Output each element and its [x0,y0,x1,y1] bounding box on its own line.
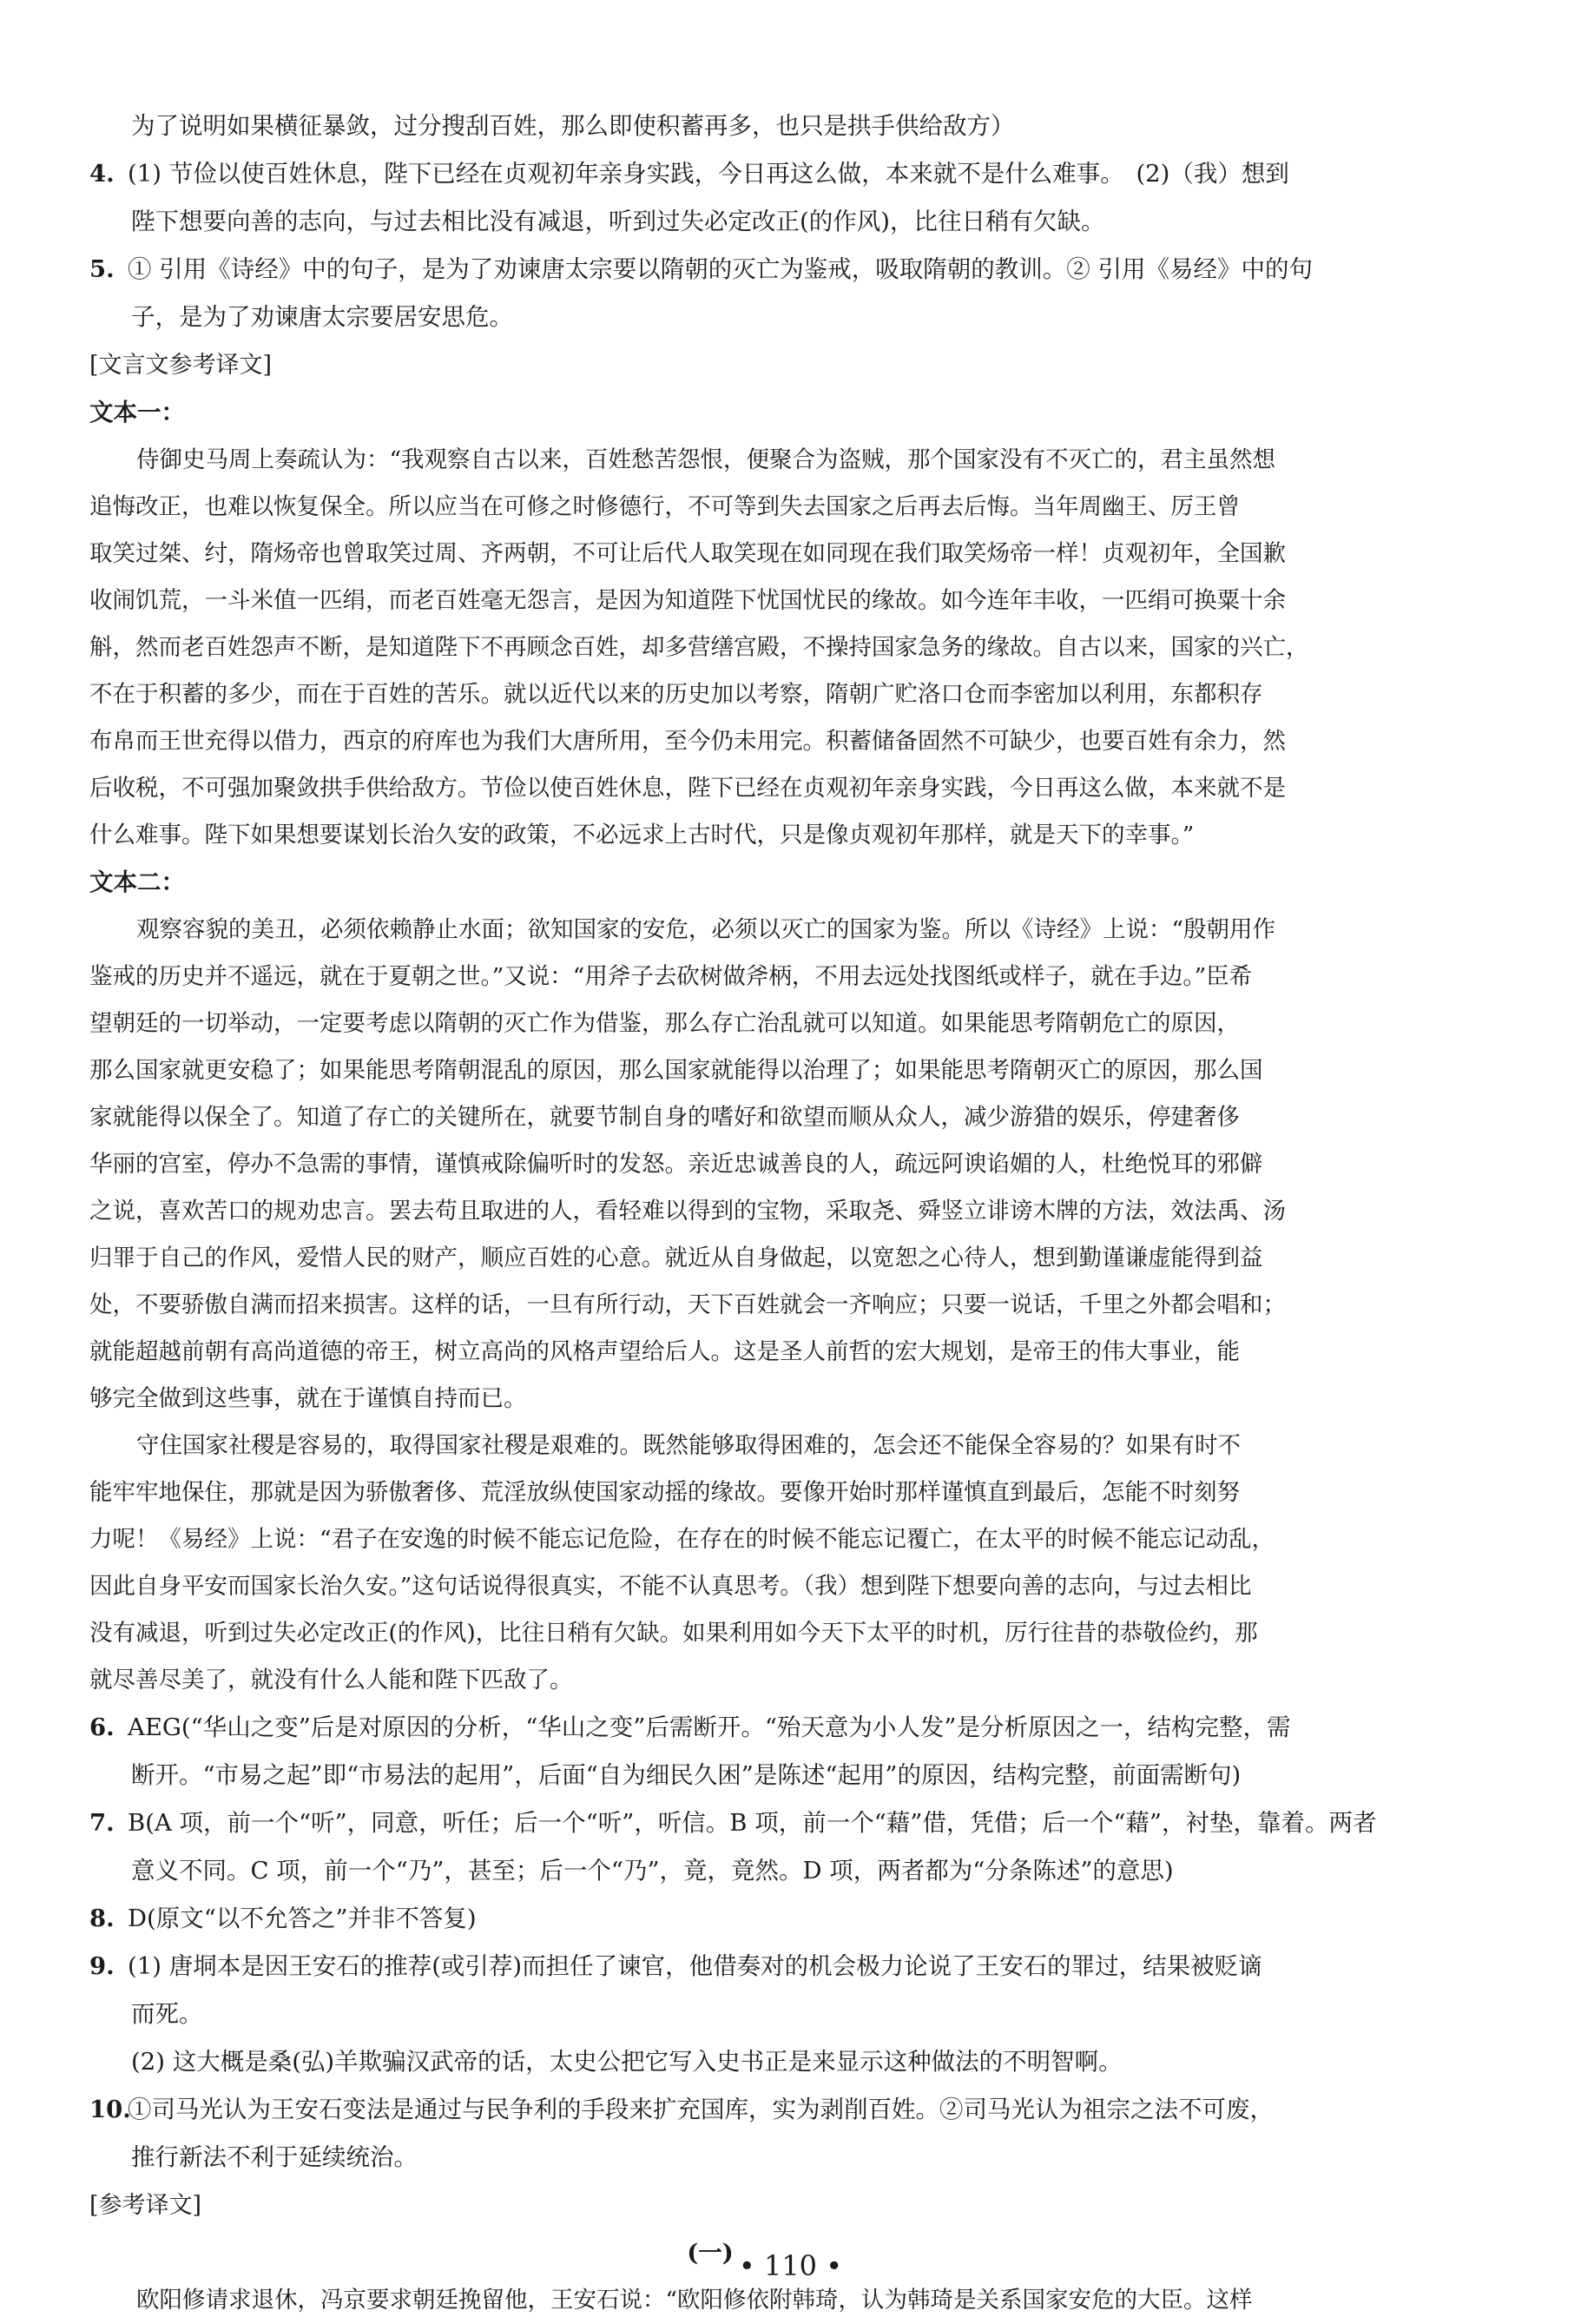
section-marker-text: (一) [687,2239,734,2267]
paragraph-line [89,1141,1331,1188]
paragraph-first-line [89,1423,1331,1469]
paragraph-text: 之说，喜欢苦口的规劝忠言。罢去苟且取进的人，看轻难以得到的宝物，采取尧、舜竖立诽谤木牌的方法，效法禹、汤 [89,1198,1286,1225]
paragraph-line [89,671,1331,718]
text-label-text: 文本一： [89,399,185,426]
paragraph-text: 守住国家社稷是容易的，取得国家社稷是艰难的。既然能够取得困难的，怎会还不能保全容易的？如果有时不 [136,1432,1241,1459]
paragraph-line [89,1235,1331,1282]
text-label-text: 文本二： [89,868,185,896]
answer-continuation-line [89,294,1331,341]
answer-continuation-line [89,198,1331,246]
paragraph-text: 后收税，不可强加聚敛拱手供给敌方。节俭以使百姓休息，陛下已经在贞观初年亲身实践，今日再这么做，本来就不是 [89,775,1286,802]
answer-text: ①司马光认为王安石变法是通过与民争利的手段来扩充国库，实为剥削百姓。②司马光认为祖宗之法不可废， [128,2096,1274,2123]
paragraph-text: 什么难事。陛下如果想要谋划长治久安的政策，不必远求上古时代，只是像贞观初年那样，就是天下的幸事。” [89,822,1195,848]
answer-line [89,1943,1331,1991]
paragraph-text: 追悔改正，也难以恢复保全。所以应当在可修之时修德行，不可等到失去国家之后再去后悔。当年周幽王、厉王曾 [89,493,1240,520]
paragraph-text: 华丽的宫室，停办不急需的事情，谨慎戒除偏听时的发怒。亲近忠诚善良的人，疏远阿谀谄媚的人，杜绝悦耳的邪僻 [89,1151,1263,1178]
paragraph-text: 取笑过桀、纣，隋炀帝也曾取笑过周、齐两朝，不可让后代人取笑现在如同现在我们取笑炀帝一样！贞观初年，全国歉 [89,540,1286,567]
answer-text: (1) 节俭以使百姓休息，陛下已经在贞观初年亲身实践，今日再这么做，本来就不是什么难事。 (2)（我）想到 [128,160,1289,188]
answer-number: 6. [89,1713,115,1741]
answer-line [89,150,1331,198]
paragraph-line [89,624,1331,671]
answer-text: AEG(“华山之变”后是对原因的分析，“华山之变”后需断开。“殆天意为小人发”是分析原因之一，结构完整，需 [128,1713,1291,1741]
paragraph-line [89,718,1331,765]
paragraph-line [89,1000,1331,1047]
paragraph-line [89,812,1331,859]
page-number: • 110 • [738,2249,843,2282]
paragraph-line [89,531,1331,578]
paragraph-line [89,1657,1331,1704]
paragraph-line [89,1188,1331,1235]
page-content [89,102,1377,2324]
answer-line [89,1895,1331,1943]
answer-continuation-line [89,1752,1331,1799]
paragraph-line [89,1376,1331,1423]
answer-text: 意义不同。C 项，前一个“乃”，甚至；后一个“乃”，竟，竟然。D 项，两者都为“分条陈述”的意思) [131,1857,1174,1885]
paragraph-line [89,1282,1331,1329]
text-label [89,859,1331,907]
answer-line [89,2086,1331,2134]
answer-number: 4. [89,160,115,188]
paragraph-text: 望朝廷的一切举动，一定要考虑以隋朝的灭亡作为借鉴，那么存亡治乱就可以知道。如果能思考隋朝危亡的原因， [89,1010,1240,1037]
answer-line [89,1704,1331,1752]
answer-text: (2) 这大概是桑(弘)羊欺骗汉武帝的话，太史公把它写入史书正是来显示这种做法的不明智啊。 [131,2048,1123,2076]
answer-number: 9. [89,1952,115,1980]
paragraph-line [89,1329,1331,1376]
answer-text: 子，是为了劝谏唐太宗要居安思危。 [131,303,513,331]
paragraph-line [89,765,1331,812]
paragraph-line [89,1610,1331,1657]
paragraph-text: 家就能得以保全了。知道了存亡的关键所在，就要节制自身的嗜好和欲望而顺从众人，减少游猎的娱乐，停建奢侈 [89,1104,1240,1131]
answer-line [89,246,1331,294]
section-heading [89,2182,1331,2229]
answer-number: 5. [89,255,115,283]
paragraph-line [89,484,1331,531]
answer-text: ① 引用《诗经》中的句子，是为了劝谏唐太宗要以隋朝的灭亡为鉴戒，吸取隋朝的教训。② 引用《易经》中的句 [128,255,1313,283]
paragraph-text: 就尽善尽美了，就没有什么人能和陛下匹敌了。 [89,1667,573,1693]
paragraph-text: 布帛而王世充得以借力，西京的府库也为我们大唐所用，至今仍未用完。积蓄储备固然不可缺少，也要百姓有余力，然 [89,728,1286,755]
paragraph-line [89,954,1331,1000]
answer-text: B(A 项，前一个“听”，同意，听任；后一个“听”，听信。B 项，前一个“藉”借，凭借；后一个“藉”，衬垫，靠着。两者 [128,1809,1377,1837]
paragraph-text: 能牢牢地保住，那就是因为骄傲奢侈、荒淫放纵使国家动摇的缘故。要像开始时那样谨慎直到最后，怎能不时刻努 [89,1479,1240,1506]
answer-text: (1) 唐垌本是因王安石的推荐(或引荐)而担任了谏官，他借奏对的机会极力论说了王安石的罪过，结果被贬谪 [128,1952,1262,1980]
paragraph-line [89,578,1331,624]
paragraph-text: 斛，然而老百姓怨声不断，是知道陛下不再顾念百姓，却多营缮宫殿，不操持国家急务的缘故。自古以来，国家的兴亡， [89,634,1309,661]
paragraph-line [89,1516,1331,1563]
paragraph-line [89,1563,1331,1610]
paragraph-first-line [89,2277,1331,2324]
paragraph-text: 归罪于自己的作风，爱惜人民的财产，顺应百姓的心意。就近从自身做起，以宽恕之心待人，想到勤谨谦虚能得到益 [89,1245,1263,1271]
section-heading [89,341,1331,389]
paragraph-text: 收闹饥荒，一斗米值一匹绢，而老百姓毫无怨言，是因为知道陛下忧国忧民的缘故。如今连年丰收，一匹绢可换粟十余 [89,587,1286,614]
answer-continuation-line [89,2038,1331,2086]
paragraph-line [89,1469,1331,1516]
answer-continuation-line [89,1847,1331,1895]
paragraph-text: 欧阳修请求退休，冯京要求朝廷挽留他，王安石说：“欧阳修依附韩琦，认为韩琦是关系国家安危的大臣。这样 [136,2287,1253,2314]
paragraph-text: 处，不要骄傲自满而招来损害。这样的话，一旦有所行动，天下百姓就会一齐响应；只要一说话，千里之外都会唱和； [89,1291,1286,1318]
section-heading-text: [文言文参考译文] [89,352,273,379]
paragraph-text: 不在于积蓄的多少，而在于百姓的苦乐。就以近代以来的历史加以考察，隋朝广贮洛口仓而李密加以利用，东都积存 [89,681,1263,708]
answer-text: 为了说明如果横征暴敛，过分搜刮百姓，那么即使积蓄再多，也只是拱手供给敌方） [131,112,1015,140]
answer-number: 8. [89,1905,115,1932]
answer-continuation-line [89,102,1331,150]
answer-line [89,1799,1377,1847]
paragraph-text: 因此自身平安而国家长治久安。”这句话说得很真实，不能不认真思考。（我）想到陛下想要向善的志向，与过去相比 [89,1573,1252,1600]
paragraph-text: 那么国家就更安稳了；如果能思考隋朝混乱的原因，那么国家就能得以治理了；如果能思考隋朝灭亡的原因，那么国 [89,1057,1263,1084]
answer-text: 而死。 [131,2000,203,2028]
paragraph-first-line [89,907,1331,954]
paragraph-text: 侍御史马周上奏疏认为：“我观察自古以来，百姓愁苦怨恨，便聚合为盗贼，那个国家没有不灭亡的，君主虽然想 [136,446,1276,473]
section-heading-text: [参考译文] [89,2192,202,2219]
paragraph-text: 力呢！《易经》上说：“君子在安逸的时候不能忘记危险，在存在的时候不能忘记覆亡，在太平的时候不能忘记动乱， [89,1526,1275,1553]
paragraph-line [89,1094,1331,1141]
answer-number: 10. [89,2096,131,2123]
paragraph-text: 就能超越前朝有高尚道德的帝王，树立高尚的风格声望给后人。这是圣人前哲的宏大规划，是帝王的伟大事业，能 [89,1338,1240,1365]
answer-text: 陛下想要向善的志向，与过去相比没有减退，听到过失必定改正(的作风)，比往日稍有欠缺。 [131,208,1105,235]
paragraph-text: 没有减退，听到过失必定改正(的作风)，比往日稍有欠缺。如果利用如今天下太平的时机，厉行往昔的恭敬俭约，那 [89,1620,1258,1647]
text-label [89,389,1331,437]
answer-text: 断开。“市易之起”即“市易法的起用”，后面“自为细民久困”是陈述“起用”的原因，结构完整，前面需断句) [131,1761,1242,1789]
answer-continuation-line [89,1991,1331,2038]
answer-text: 推行新法不利于延续统治。 [131,2143,418,2171]
answer-text: D(原文“以不允答之”并非不答复) [128,1905,477,1932]
paragraph-text: 观察容貌的美丑，必须依赖静止水面；欲知国家的安危，必须以灭亡的国家为鉴。所以《诗经》上说：“殷朝用作 [136,916,1276,943]
answer-number: 7. [89,1809,115,1837]
paragraph-line [89,1047,1331,1094]
paragraph-text: 鉴戒的历史并不遥远，就在于夏朝之世。”又说：“用斧子去砍树做斧柄，不用去远处找图纸或样子，就在手边。”臣希 [89,963,1253,990]
paragraph-first-line [89,437,1331,484]
paragraph-text: 够完全做到这些事，就在于谨慎自持而已。 [89,1385,527,1412]
answer-continuation-line [89,2134,1331,2182]
